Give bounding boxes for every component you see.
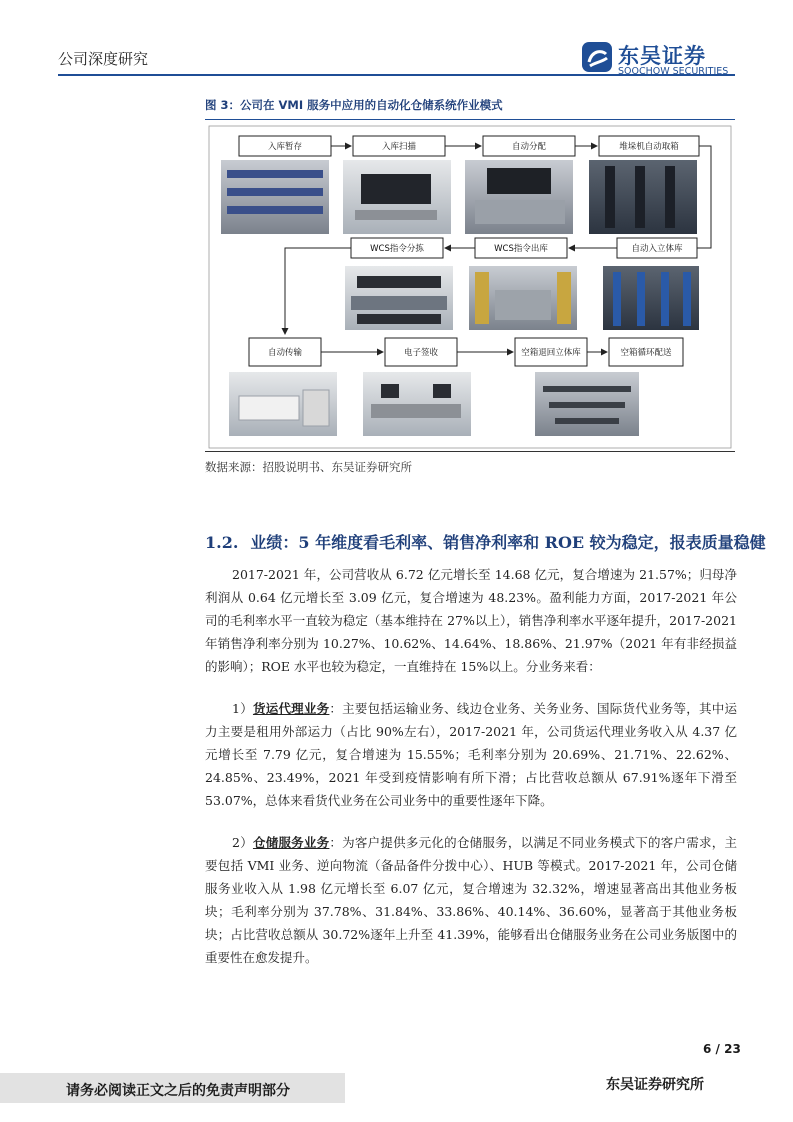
step-box xyxy=(599,136,699,156)
warehouse-photo xyxy=(535,372,639,436)
logo-mark-icon xyxy=(580,40,616,76)
step-label: 入库扫描 xyxy=(381,142,417,152)
step-box xyxy=(249,338,321,366)
step-box xyxy=(475,238,567,258)
paragraph-text: ：为客户提供多元化的仓储服务，以满足不同业务模式下的客户需求，主要包括 VMI 业务、逆向物流（备品备件分拨中心）、HUB 等模式。2017-2021 年，公司仓储服务业收入从 1.98 亿元增长至 6.07 亿元，复合增速为 32.32%，增速显著高出其他业务板块；毛利率分别为 37.78%、31.84%、33.86%、40.14%、36.60%，显著高于其他业务板块；占比营收总额从 30.72%逐年上升至 41.39%，能够看出仓储服务业务在公司业务版图中的重要性在愈发提升。 xyxy=(205,835,737,965)
list-marker: 1） xyxy=(232,701,253,716)
step-box xyxy=(617,238,697,258)
figure-top-rule xyxy=(205,119,735,120)
step-box xyxy=(353,136,445,156)
warehouse-photo xyxy=(229,372,337,436)
warehouse-photo xyxy=(221,160,329,234)
step-box xyxy=(351,238,443,258)
figure-source: 数据来源：招股说明书、东吴证券研究所 xyxy=(205,460,412,474)
step-box xyxy=(385,338,457,366)
business-segment-label: 仓储服务业务 xyxy=(252,835,330,850)
warehouse-photo xyxy=(343,160,451,234)
logo-text-en: SOOCHOW SECURITIES xyxy=(618,66,729,77)
section-heading xyxy=(205,530,766,553)
page-number: 6 / 23 xyxy=(703,1042,741,1056)
warehouse-photo xyxy=(345,266,453,330)
step-label: WCS指令出库 xyxy=(494,244,548,254)
step-label: 入库暂存 xyxy=(267,142,303,152)
step-label: 电子签收 xyxy=(403,348,439,358)
step-label: 空箱退回立体库 xyxy=(521,348,581,358)
logo-text-cn: 东吴证券 xyxy=(618,44,706,68)
step-box xyxy=(239,136,331,156)
section-title-text: 业绩：5 年维度看毛利率、销售净利率和 ROE 较为稳定，报表质量稳健 xyxy=(250,533,766,552)
warehouse-photo xyxy=(469,266,577,330)
warehouse-photo xyxy=(465,160,573,234)
figure-bottom-rule xyxy=(205,451,735,452)
paragraph-warehousing xyxy=(205,831,737,969)
warehouse-photo xyxy=(363,372,471,436)
figure-title: 图 3：公司在 VMI 服务中应用的自动化仓储系统作业模式 xyxy=(205,98,503,112)
step-label: 自动传输 xyxy=(267,348,303,358)
paragraph-text: ：主要包括运输业务、线边仓业务、关务业务、国际货代业务等，其中运力主要是租用外部运力（占比 90%左右），2017-2021 年，公司货运代理业务收入从 4.37 亿元增长至 7.79 亿元，复合增速为 15.55%；毛利率分别为 20.69%、21.71%、22.62%、24.85%、23.49%，2021 年受到疫情影响有所下滑；占比营收总额从 67.91%逐年下滑至 53.07%，总体来看货代业务在公司业务中的重要性逐年下降。 xyxy=(205,701,737,808)
report-type-label: 公司深度研究 xyxy=(58,50,149,68)
workflow-figure xyxy=(205,122,735,450)
business-segment-label: 货运代理业务 xyxy=(252,701,330,716)
disclaimer-link[interactable]: 请务必阅读正文之后的免责声明部分 xyxy=(66,1083,290,1099)
footer-org-name: 东吴证券研究所 xyxy=(606,1077,704,1093)
list-marker: 2） xyxy=(232,835,253,850)
warehouse-photo xyxy=(603,266,699,330)
section-number: 1.2. xyxy=(205,533,239,552)
step-label: 堆垛机自动取箱 xyxy=(619,142,679,152)
step-label: 空箱循环配送 xyxy=(620,348,672,358)
workflow-diagram xyxy=(205,122,735,450)
step-label: 自动分配 xyxy=(511,142,547,152)
warehouse-photo xyxy=(589,160,697,234)
step-box xyxy=(483,136,575,156)
paragraph-performance xyxy=(205,563,737,678)
header-divider xyxy=(58,74,735,76)
step-label: 自动入立体库 xyxy=(631,244,683,254)
paragraph-text: 2017-2021 年，公司营收从 6.72 亿元增长至 14.68 亿元，复合增速为 21.57%；归母净利润从 0.64 亿元增长至 3.09 亿元，复合增速为 48.23%。盈利能力方面，2017-2021 年公司的毛利率水平一直较为稳定（基本维持在 27%以上），销售净利率水平逐年提升，2017-2021 年销售净利率分别为 10.27%、10.62%、14.64%、18.86%、21.97%（2021 年有非经损益的影响）；ROE 水平也较为稳定，一直维持在 15%以上。分业务来看： xyxy=(205,567,737,674)
step-box xyxy=(609,338,683,366)
step-box xyxy=(515,338,587,366)
step-label: WCS指令分拣 xyxy=(370,244,424,254)
paragraph-freight xyxy=(205,697,737,812)
